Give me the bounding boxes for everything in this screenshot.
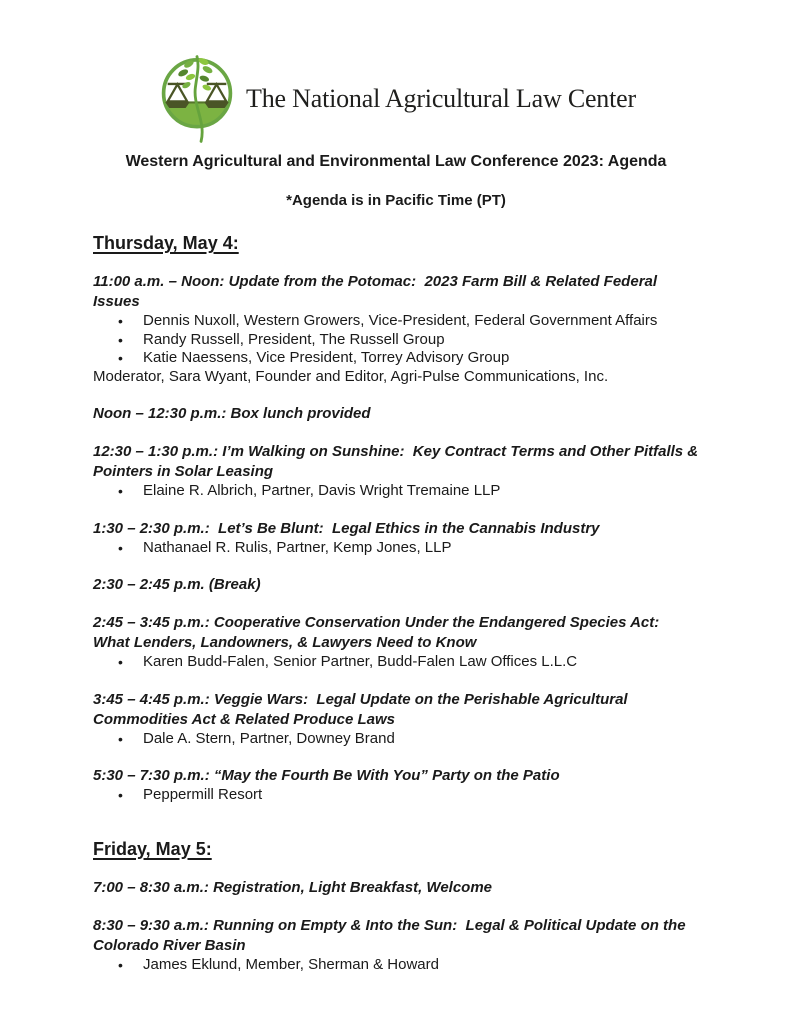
session-title: 11:00 a.m. – Noon: Update from the Potomac: 2023 Farm Bill & Related Federal Issues xyxy=(93,273,662,310)
timezone-note: *Agenda is in Pacific Time (PT) xyxy=(286,192,506,209)
moderator-note: Moderator, Sara Wyant, Founder and Editor, Agri-Pulse Communications, Inc. xyxy=(93,367,609,385)
logo-text: The National Agricultural Law Center xyxy=(246,84,636,113)
session-title: 5:30 – 7:30 p.m.: “May the Fourth Be With You” Party on the Patio xyxy=(93,767,560,784)
session xyxy=(93,916,699,975)
session-title: Noon – 12:30 p.m.: Box lunch provided xyxy=(93,405,371,422)
session xyxy=(93,878,699,898)
speaker-item: • James Eklund, Member, Sherman & Howard xyxy=(93,956,699,975)
speaker-list xyxy=(93,539,699,558)
speaker-item: • Nathanael R. Rulis, Partner, Kemp Jones, LLP xyxy=(93,539,699,558)
session-title: 2:30 – 2:45 p.m. (Break) xyxy=(93,576,261,593)
speaker-item: • Karen Budd-Falen, Senior Partner, Budd-Falen Law Offices L.L.C xyxy=(93,653,699,672)
day-friday xyxy=(93,839,699,975)
session xyxy=(93,766,699,805)
day-heading: Friday, May 5: xyxy=(93,838,212,859)
speaker-item: • Katie Naessens, Vice President, Torrey Advisory Group xyxy=(93,349,699,368)
speaker-list xyxy=(93,786,699,805)
session xyxy=(93,613,699,672)
session-title: 12:30 – 1:30 p.m.: I’m Walking on Sunshine: Key Contract Terms and Other Pitfalls & Pointers in Solar Leasing xyxy=(93,443,703,480)
session xyxy=(93,690,699,749)
session-title: 3:45 – 4:45 p.m.: Veggie Wars: Legal Update on the Perishable Agricultural Commodities Act & Related Produce Laws xyxy=(93,690,632,728)
session xyxy=(93,404,699,424)
speaker-item: • Peppermill Resort xyxy=(93,786,699,805)
session xyxy=(93,575,699,595)
speaker-item: • Dennis Nuxoll, Western Growers, Vice-President, Federal Government Affairs xyxy=(93,312,699,331)
scales-plant-logo-icon xyxy=(156,55,238,143)
session-title: 8:30 – 9:30 a.m.: Running on Empty & Into the Sun: Legal & Political Update on the Colorado River Basin xyxy=(93,916,690,954)
day-thursday xyxy=(93,233,703,805)
speaker-list xyxy=(93,653,699,672)
nalc-logo xyxy=(93,55,699,143)
session-title: 2:45 – 3:45 p.m.: Cooperative Conservation Under the Endangered Species Act: What Lenders, Landowners, & Lawyers Need to Know xyxy=(93,614,664,651)
session-title: 7:00 – 8:30 a.m.: Registration, Light Breakfast, Welcome xyxy=(93,878,493,896)
speaker-list xyxy=(93,956,699,975)
document-title: Western Agricultural and Environmental Law Conference 2023: Agenda xyxy=(125,153,667,170)
speaker-item: • Dale A. Stern, Partner, Downey Brand xyxy=(93,730,699,749)
speaker-list xyxy=(93,482,699,501)
session xyxy=(93,442,703,501)
session xyxy=(93,272,699,386)
day-heading: Thursday, May 4: xyxy=(93,233,239,253)
speaker-list xyxy=(93,730,699,749)
speaker-item: • Elaine R. Albrich, Partner, Davis Wright Tremaine LLP xyxy=(93,482,699,501)
speaker-item: • Randy Russell, President, The Russell Group xyxy=(93,331,699,350)
session xyxy=(93,519,699,558)
speaker-list xyxy=(93,312,699,368)
session-title: 1:30 – 2:30 p.m.: Let’s Be Blunt: Legal Ethics in the Cannabis Industry xyxy=(93,519,600,537)
